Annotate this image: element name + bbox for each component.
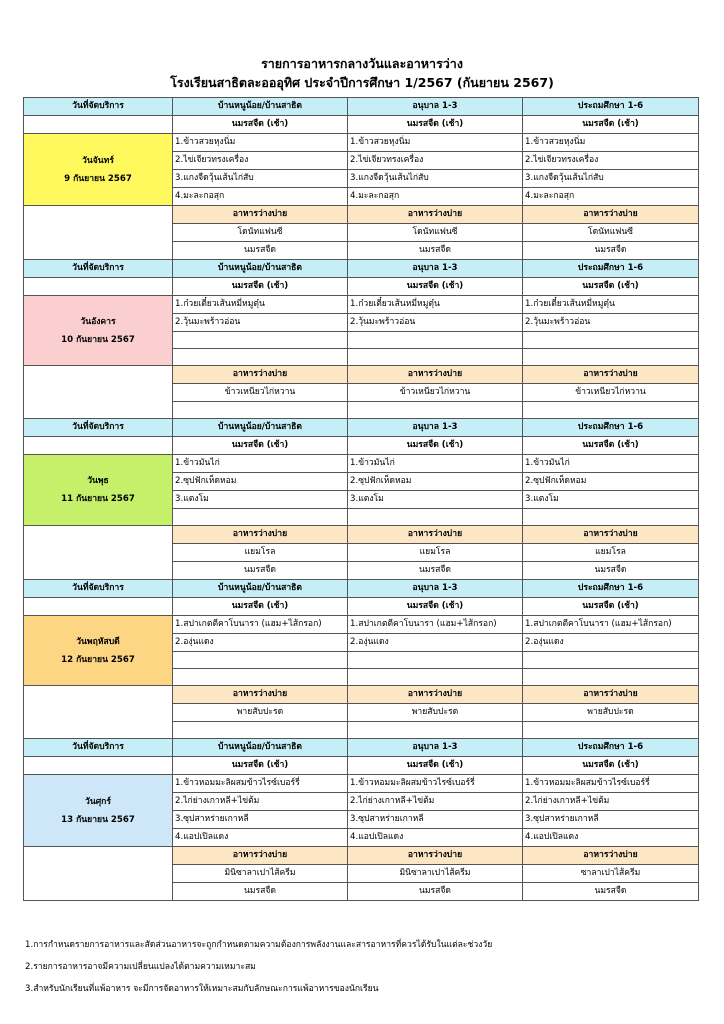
lunch-item: 3.แตงโม [348,491,523,509]
snack-item: พายสับปะรด [523,704,699,722]
day-date: 9 กันยายน 2567 [64,173,132,184]
empty-cell [24,366,173,419]
day-date: 10 กันยายน 2567 [61,334,135,345]
snack-item: นมรสจืด [173,562,348,580]
lunch-item: 2.องุ่นแดง [348,634,523,652]
lunch-item [348,509,523,526]
afternoon-snack-label: อาหารว่างบ่าย [523,206,699,224]
lunch-item: 1.สปาเกตตีคาโบนารา (แฮม+ไส้กรอก) [523,616,699,634]
afternoon-snack-label: อาหารว่างบ่าย [173,206,348,224]
lunch-item: 1.ข้าวสวยหุงนิ่ม [348,134,523,152]
morning-row [24,116,699,134]
morning-milk-label: นมรสจืด (เช้า) [348,598,523,616]
morning-milk-label: นมรสจืด (เช้า) [523,116,699,134]
afternoon-header-row [24,847,699,865]
lunch-item: 2.ไก่ย่างเกาหลี+ไข่ต้ม [173,793,348,811]
column-header-kindergarten: อนุบาล 1-3 [348,739,523,757]
morning-milk-label: นมรสจืด (เช้า) [173,116,348,134]
morning-milk-label: นมรสจืด (เช้า) [173,278,348,296]
lunch-item: 2.วุ้นมะพร้าวอ่อน [173,314,348,332]
day-header-row [24,260,699,278]
lunch-row [24,775,699,793]
lunch-item: 2.ซุปฟักเห็ดหอม [523,473,699,491]
empty-cell [24,598,173,616]
empty-cell [24,437,173,455]
morning-milk-label: นมรสจืด (เช้า) [173,757,348,775]
morning-milk-label: นมรสจืด (เช้า) [348,116,523,134]
column-header-nursery: บ้านหนูน้อย/บ้านสาธิต [173,739,348,757]
snack-item: มินิซาลาเปาไส้ครีม [173,865,348,883]
snack-item: ซาลาเปาไส้ครีม [523,865,699,883]
day-date: 12 กันยายน 2567 [61,654,135,665]
column-header-nursery: บ้านหนูน้อย/บ้านสาธิต [173,419,348,437]
column-header-kindergarten: อนุบาล 1-3 [348,419,523,437]
lunch-item: 2.ไก่ย่างเกาหลี+ไข่ต้ม [348,793,523,811]
lunch-item: 1.ก๋วยเตี๋ยวเส้นหมี่หมูตุ๋น [523,296,699,314]
lunch-item: 1.ข้าวสวยหุงนิ่ม [173,134,348,152]
snack-item: นมรสจืด [523,562,699,580]
lunch-item: 3.แกงจืดวุ้นเส้นไก่สับ [523,170,699,188]
lunch-item [523,669,699,686]
day-name: วันศุกร์ [85,796,111,807]
morning-milk-label: นมรสจืด (เช้า) [523,598,699,616]
afternoon-snack-label: อาหารว่างบ่าย [173,366,348,384]
afternoon-header-row [24,366,699,384]
lunch-item: 4.แอปเปิลแดง [173,829,348,847]
afternoon-snack-label: อาหารว่างบ่าย [173,686,348,704]
day-label-cell [24,134,173,206]
morning-row [24,437,699,455]
lunch-item [173,332,348,349]
day-column-header: วันที่จัดบริการ [24,98,173,116]
lunch-item: 4.มะละกอสุก [173,188,348,206]
lunch-item: 4.แอปเปิลแดง [523,829,699,847]
afternoon-snack-label: อาหารว่างบ่าย [348,366,523,384]
column-header-nursery: บ้านหนูน้อย/บ้านสาธิต [173,580,348,598]
snack-item: ข้าวเหนียวไก่หวาน [523,384,699,402]
day-header-row [24,98,699,116]
lunch-item: 1.สปาเกตตีคาโบนารา (แฮม+ไส้กรอก) [173,616,348,634]
snack-item: นมรสจืด [173,242,348,260]
morning-row [24,278,699,296]
lunch-item [523,349,699,366]
lunch-item: 2.ซุปฟักเห็ดหอม [173,473,348,491]
day-name: วันพฤหัสบดี [76,636,120,647]
empty-cell [24,278,173,296]
lunch-item: 1.สปาเกตตีคาโบนารา (แฮม+ไส้กรอก) [348,616,523,634]
afternoon-snack-label: อาหารว่างบ่าย [348,686,523,704]
lunch-item [173,669,348,686]
snack-item [348,722,523,739]
lunch-item: 1.ข้าวสวยหุงนิ่ม [523,134,699,152]
note-item: 2.รายการอาหารอาจมีความเปลี่ยนแปลงได้ตามความเหมาะสม [25,962,256,972]
lunch-item: 2.วุ้นมะพร้าวอ่อน [348,314,523,332]
column-header-primary: ประถมศึกษา 1-6 [523,580,699,598]
lunch-item: 2.องุ่นแดง [173,634,348,652]
lunch-item: 3.ซุปสาหร่ายเกาหลี [348,811,523,829]
morning-row [24,598,699,616]
lunch-item: 3.แกงจืดวุ้นเส้นไก่สับ [173,170,348,188]
afternoon-snack-label: อาหารว่างบ่าย [523,847,699,865]
snack-item: โดนัทแฟนซี [173,224,348,242]
morning-milk-label: นมรสจืด (เช้า) [173,437,348,455]
snack-item: พายสับปะรด [173,704,348,722]
lunch-item [348,669,523,686]
morning-milk-label: นมรสจืด (เช้า) [348,278,523,296]
day-label-cell [24,455,173,526]
snack-item: นมรสจืด [523,242,699,260]
empty-cell [24,847,173,901]
afternoon-header-row [24,206,699,224]
lunch-item: 3.แตงโม [523,491,699,509]
day-header-row [24,580,699,598]
lunch-item: 1.ก๋วยเตี๋ยวเส้นหมี่หมูตุ๋น [348,296,523,314]
column-header-primary: ประถมศึกษา 1-6 [523,260,699,278]
day-name: วันพุธ [87,476,109,486]
notes [25,934,492,1000]
morning-milk-label: นมรสจืด (เช้า) [523,437,699,455]
snack-item: นมรสจืด [523,883,699,901]
snack-item: นมรสจืด [348,883,523,901]
day-label-cell [24,296,173,366]
lunch-row [24,296,699,314]
snack-item: นมรสจืด [348,562,523,580]
column-header-kindergarten: อนุบาล 1-3 [348,98,523,116]
lunch-item: 2.ไข่เจียวทรงเครื่อง [173,152,348,170]
lunch-item: 1.ข้าวหอมมะลิผสมข้าวไรซ์เบอร์รี่ [173,775,348,793]
day-label-cell [24,616,173,686]
snack-item: แยมโรล [173,544,348,562]
snack-item: นมรสจืด [348,242,523,260]
snack-item: ข้าวเหนียวไก่หวาน [348,384,523,402]
afternoon-snack-label: อาหารว่างบ่าย [173,526,348,544]
lunch-item: 3.แกงจืดวุ้นเส้นไก่สับ [348,170,523,188]
column-header-primary: ประถมศึกษา 1-6 [523,419,699,437]
snack-item [523,402,699,419]
morning-milk-label: นมรสจืด (เช้า) [348,757,523,775]
empty-cell [24,116,173,134]
empty-cell [24,526,173,580]
menu-table [23,97,699,901]
empty-cell [24,757,173,775]
lunch-item [348,332,523,349]
morning-milk-label: นมรสจืด (เช้า) [523,278,699,296]
afternoon-snack-label: อาหารว่างบ่าย [523,686,699,704]
lunch-item: 1.ข้าวมันไก่ [173,455,348,473]
lunch-item: 2.ซุปฟักเห็ดหอม [348,473,523,491]
day-column-header: วันที่จัดบริการ [24,419,173,437]
lunch-item [523,332,699,349]
morning-row [24,757,699,775]
day-header-row [24,739,699,757]
lunch-item [348,652,523,669]
lunch-item: 1.ก๋วยเตี๋ยวเส้นหมี่หมูตุ๋น [173,296,348,314]
morning-milk-label: นมรสจืด (เช้า) [348,437,523,455]
morning-milk-label: นมรสจืด (เช้า) [173,598,348,616]
lunch-item: 2.องุ่นแดง [523,634,699,652]
note-item: 3.สำหรับนักเรียนที่แพ้อาหาร จะมีการจัดอาหารให้เหมาะสมกับลักษณะการแพ้อาหารของนักเรียน [25,984,379,994]
page-title: รายการอาหารกลางวันและอาหารว่าง [261,56,463,71]
lunch-item [523,652,699,669]
lunch-item: 4.มะละกอสุก [348,188,523,206]
snack-item: โดนัทแฟนซี [348,224,523,242]
afternoon-snack-label: อาหารว่างบ่าย [523,526,699,544]
day-label-cell [24,775,173,847]
snack-item: นมรสจืด [173,883,348,901]
lunch-item: 2.ไข่เจียวทรงเครื่อง [348,152,523,170]
snack-item [173,402,348,419]
page-subtitle: โรงเรียนสาธิตละอออุทิศ ประจำปีการศึกษา 1/2567 (กันยายน 2567) [170,75,554,90]
snack-item: พายสับปะรด [348,704,523,722]
column-header-nursery: บ้านหนูน้อย/บ้านสาธิต [173,260,348,278]
column-header-primary: ประถมศึกษา 1-6 [523,739,699,757]
lunch-item [523,509,699,526]
lunch-item [348,349,523,366]
lunch-row [24,134,699,152]
day-name: วันอังคาร [80,316,116,327]
lunch-item: 2.วุ้นมะพร้าวอ่อน [523,314,699,332]
afternoon-snack-label: อาหารว่างบ่าย [173,847,348,865]
day-column-header: วันที่จัดบริการ [24,260,173,278]
lunch-item [173,652,348,669]
column-header-kindergarten: อนุบาล 1-3 [348,580,523,598]
day-date: 11 กันยายน 2567 [61,494,135,504]
lunch-item: 2.ไข่เจียวทรงเครื่อง [523,152,699,170]
column-header-primary: ประถมศึกษา 1-6 [523,98,699,116]
lunch-item: 4.แอปเปิลแดง [348,829,523,847]
lunch-item [173,509,348,526]
lunch-item: 1.ข้าวหอมมะลิผสมข้าวไรซ์เบอร์รี่ [348,775,523,793]
snack-item [348,402,523,419]
column-header-kindergarten: อนุบาล 1-3 [348,260,523,278]
snack-item: มินิซาลาเปาไส้ครีม [348,865,523,883]
afternoon-snack-label: อาหารว่างบ่าย [348,526,523,544]
lunch-item: 3.ซุปสาหร่ายเกาหลี [173,811,348,829]
day-column-header: วันที่จัดบริการ [24,739,173,757]
note-item: 1.การกำหนดรายการอาหารและสัดส่วนอาหารจะถูกกำหนดตามความต้องการพลังงานและสารอาหารที่ควรได้รับในแต่ละช่วงวัย [25,940,493,950]
afternoon-snack-label: อาหารว่างบ่าย [348,206,523,224]
snack-item [523,722,699,739]
lunch-item: 3.ซุปสาหร่ายเกาหลี [523,811,699,829]
day-header-row [24,419,699,437]
afternoon-header-row [24,686,699,704]
empty-cell [24,206,173,260]
snack-item: แยมโรล [348,544,523,562]
lunch-item [173,349,348,366]
snack-item: แยมโรล [523,544,699,562]
lunch-item: 3.แตงโม [173,491,348,509]
day-name: วันจันทร์ [82,155,114,166]
lunch-row [24,616,699,634]
lunch-row [24,455,699,473]
afternoon-snack-label: อาหารว่างบ่าย [523,366,699,384]
snack-item: โดนัทแฟนซี [523,224,699,242]
lunch-item: 1.ข้าวมันไก่ [348,455,523,473]
day-date: 13 กันยายน 2567 [61,814,135,825]
morning-milk-label: นมรสจืด (เช้า) [523,757,699,775]
lunch-item: 1.ข้าวหอมมะลิผสมข้าวไรซ์เบอร์รี่ [523,775,699,793]
day-column-header: วันที่จัดบริการ [24,580,173,598]
snack-item: ข้าวเหนียวไก่หวาน [173,384,348,402]
empty-cell [24,686,173,739]
lunch-item: 1.ข้าวมันไก่ [523,455,699,473]
lunch-item: 4.มะละกอสุก [523,188,699,206]
afternoon-header-row [24,526,699,544]
column-header-nursery: บ้านหนูน้อย/บ้านสาธิต [173,98,348,116]
snack-item [173,722,348,739]
lunch-item: 2.ไก่ย่างเกาหลี+ไข่ต้ม [523,793,699,811]
afternoon-snack-label: อาหารว่างบ่าย [348,847,523,865]
